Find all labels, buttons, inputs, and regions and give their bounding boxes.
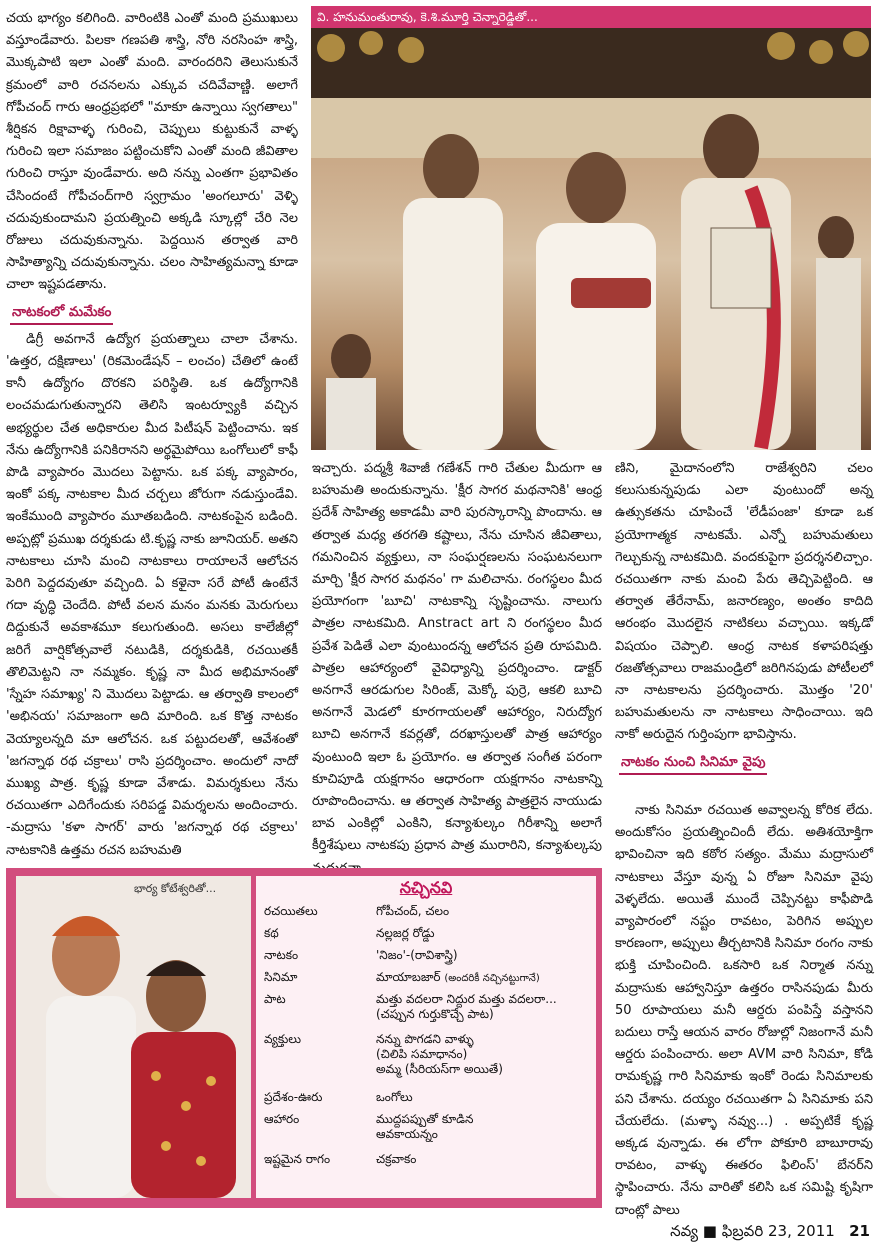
favourite-key: పాట <box>264 992 286 1006</box>
article-column-1 <box>6 8 298 862</box>
family-photo <box>16 876 251 1198</box>
photo-caption: వి. హనుమంతురావు, కె.శి.మూర్తి చెన్నారెడ్డితో... <box>311 6 871 28</box>
paragraph: నాకు సినిమా రచయిత అవ్వాలన్న కోరిక లేదు. అందుకోసం ప్రయత్నించిందీ లేదు. అతిశయోక్తిగా భావించినా ఇది కఠోర సత్యం. మేము మద్రాసులో నాటకాలు వేస్తూ వున్న ఏ రోజూ సినిమా వైపు వెళ్ళలేదు. అయితే ముందే చెప్పినట్టు కాఫీపొడి వ్యాపారంలో నష్టం రావటం, పెరిగిన అప్పుల కారణంగా, అప్పులు తీర్చటానికి సినిమా రంగం నాకు భుక్తి చూపించింది. ఒకసారి ఒక నిర్మాత నన్ను మద్రాసుకు ఆహ్వానిస్తూ ఉత్తరం రాసినపుడు మీరు 50 రూపాయలు మనీ ఆర్డరు పంపిస్తే వస్తానని బదులు రాస్తే ఆయన వారం రోజుల్లో నిజంగానే మనీ ఆర్డరు పంపించారు. అలా AVM వారి సినిమా, కోడి రామకృష్ణ గారి సినిమాకు ఇంకో రెండు సినిమాలకు పని చేశాను. దయ్యం రచయితగా ఏ సినిమాకు పని చేయలేదు. (మళ్ళా నవ్వు...) . అప్పటికే కృష్ణ అక్కడ వున్నాడు. ఈ లోగా పోకూరి బాబూరావు రావటం, వాళ్ళు ఈతరం ఫిలింస్' బేనర్‌ని స్థాపించారు. నేను వారితో కలిసి ఒక సమిష్టి కృషిగా దాంట్లో పాలు <box>615 803 873 1218</box>
favourite-value: ముద్దపప్పుతో కూడిన <box>376 1112 474 1126</box>
favourite-row <box>264 1152 590 1169</box>
favourite-value-wrap <box>376 1032 590 1077</box>
favourite-value: అమ్మ (సీరియస్‌గా అయితే) <box>376 1062 503 1076</box>
paragraph: డిగ్రీ అవగానే ఉద్యోగ ప్రయత్నాలు చాలా చేశాను. 'ఉత్తర, దక్షిణాలు' (రికమెండేషన్ – లంచం) చేతిలో ఉంటే కానీ ఉద్యోగం దొరకని పరిస్థితి. ఒక ఉద్యోగానికి లంచమడుగుతున్నారని తెలిసి ఇంటర్వ్యూకి వచ్చిన అభ్యర్థుల చేత అధికారుల మీద పిటీషన్ పెట్టించాను. ఇక నేను ఉద్యోగానికి పనికిరానని అర్థమైపోయి ఒంగోలులో కాఫీ పొడి వ్యాపారం మొదలు పెట్టాను. ఒక పక్క వ్యాపారం, ఇంకో పక్క నాటకాల మీద చర్చలు జోరుగా నడుస్తుండేవి. ఇంకేముంది వ్యాపారం మూతబడింది. నాటకంపైన బడింది. అప్పట్లో ప్రముఖ దర్శకుడు టి.కృష్ణ నాకు జూనియర్. అతని నాటకాలు చూసి మంచి నాటకాలు రాయాలనే ఆలోచన పెరిగి పెద్దదవుతూ వచ్చింది. ఏ కళైనా సరే పోటీ ఉంటేనే గదా వృద్ధి చెందేది. పోటీ వలన మనం మనకు మెరుగులు దిద్దుకునే అవకాశమూ కలుగుతుంది. అసలు కాలేజీల్లో జరిగే వార్షికోత్సవాలే నటుడికి, దర్శకుడికి, రచయితకీ తొలిమెట్టని నా నమ్మకం. కృష్ణ నా మీద అభిమానంతో 'స్నేహ సమాఖ్య' ని మొదలు పెట్టాడు. ఆ తర్వాతి కాలంలో 'అభినయ' సమాజంగా అది మారింది. ఒక కొత్త నాటకం వెయ్యాలన్నది మా ఆలోచన. ఒక పట్టుదలతో, ఆవేశంతో 'జగన్నాథ రథ చక్రాలు' రాసి ప్రదర్శించాం. అందులో నాదో ముఖ్య పాత్ర. కృష్ణ కూడా వేశాడు. విమర్శకులు నేను రచయితగా ఎదిగేందుకు సరిపడ్డ విమర్శలను అందించారు. -మద్రాసు 'కళా సాగర్' వారు 'జగన్నాథ రథ చక్రాలు' నాటకానికి ఉత్తమ రచన బహుమతి <box>6 331 298 858</box>
award-ceremony-photo <box>311 28 871 450</box>
favourite-row <box>264 970 590 987</box>
favourite-value: ఆవకాయన్నం <box>376 1127 438 1141</box>
magazine-name: నవ్య <box>670 1222 699 1240</box>
favourite-row <box>264 904 590 921</box>
separator-icon: ■ <box>702 1222 717 1240</box>
favourite-value: నన్ను పొగడని వాళ్ళు <box>376 1032 474 1046</box>
favourite-key: వ్యక్తులు <box>264 1032 301 1046</box>
favourite-value: ఒంగోలు <box>376 1090 413 1104</box>
page-number: 21 <box>849 1222 870 1240</box>
favourite-row <box>264 926 590 943</box>
favourite-row <box>264 1032 590 1083</box>
award-ceremony-illustration <box>311 28 871 450</box>
favourite-value-wrap <box>376 970 590 986</box>
favourite-value: మత్తు వదలరా నిద్దుర మత్తు వదలరా... <box>376 992 557 1006</box>
favourite-key: సినిమా <box>264 970 298 984</box>
favourites-title: నచ్చినవి <box>399 878 453 897</box>
paragraph: ఇచ్చారు. పద్మశ్రీ శివాజీ గణేశన్ గారి చేతుల మీదుగా ఆ బహుమతి అందుకున్నాను. 'క్షీర సాగర మథనానికి' ఆంధ్ర ప్రదేశ్ సాహిత్య అకాడమీ వారి పురస్కారాన్ని పొందాను. ఆ తర్వాత మధ్య తరగతి కష్టాలు, నేను చూసిన జీవితాలు, గమనించిన వ్యక్తులు, నా సంఘర్షణలను సంఘటనలుగా మార్చి 'క్షీర సాగర మథనం' గా మలిచాను. రంగస్థలం మీద ప్రయోగంగా 'బూచి' నాటకాన్ని సృష్టించాను. నాలుగు పాత్రల నాటకమిది. Anstract art ని రంగస్థలం మీద ప్రవేశ పెడితే ఎలా వుంటుందన్న ఆలోచన ప్రతి రూపమిది. పాత్రల ఆహార్యంలో వైవిధ్యాన్ని ప్రదర్శించాం. డాక్టర్ అనగానే ఆరడుగుల సిరింజ్, మెక్కో పుర్రె, ఆకలి బూచి అనగానే మెడలో కూరగాయలతో ఆహార్యం, నిరుద్యోగ బూచి అనగానే కవర్లతో, దరఖాస్తులతో పాత్ర ఆహార్యం వుంటుంది ఇలా ఓ ప్రయోగం. ఆ తర్వాత సంగీత పరంగా కూచిపూడి యక్షగానం ఆధారంగా యక్షగానం నాటకాన్ని రూపొందించాను. ఆ తర్వాత సాహిత్య పాత్రలైన నాయుడు బావ ఎంకిల్లో ఎంకిని, కన్యాశుల్కం గిరీశాన్ని అలాగే కీర్తిశేషులు నాటకపు ప్రధాన పాత్ర మురారిని, కన్యాశుల్కపు <box>312 461 602 854</box>
favourite-key: నాటకం <box>264 948 299 962</box>
article-column-3 <box>615 458 873 798</box>
favourite-value: (చిలిపి సమాధానం) <box>376 1047 468 1061</box>
favourite-row <box>264 1090 590 1107</box>
favourite-value: నల్లజర్ల రోడ్డు <box>376 926 435 940</box>
favourite-key: కథ <box>264 926 279 940</box>
favourite-note: (అందరికీ నచ్చినట్టుగానే) <box>444 973 540 984</box>
paragraph: ణిని, మైదానంలోని రాజేశ్వరిని చలం కలుసుకున్నపుడు ఎలా వుంటుందో అన్న ఉత్సుకతను చూపించే 'లేడీపంజా' కూడా ఒక ప్రయోగాత్మక నాటకమే. ఎన్నో బహుమతులు గెల్చుకున్న నాటకమిది. వందకుపైగా ప్రదర్శనలిచ్చాం. రచయితగా నాకు మంచి పేరు తెచ్చిపెట్టింది. ఆ తర్వాత తేరేనామ్, జనారణ్యం, అంతం కాదిది ఆరంభం మొదలైన నాటికలు వచ్చాయి. ఇక్కడో విషయం చెప్పాలి. ఆంధ్ర నాటక కళాపరిషత్తు రజతోత్సవాలు రాజమండ్రిలో జరిగినపుడు పోటీలలో నా నాటకాలను ప్రదర్శించారు. మొత్తం '20' బహుమతులను నా నాటకాలు సాధించాయి. ఇది నాకో అరుదైన గుర్తింపుగా భావిస్తాను. <box>615 461 873 743</box>
section-heading: నాటకం నుంచి సినిమా వైపు <box>619 751 767 775</box>
couple-illustration <box>16 876 251 1198</box>
bottom-panel <box>6 868 602 1208</box>
page-footer <box>670 1222 870 1244</box>
favourite-key: రచయితలు <box>264 904 318 918</box>
section-heading: నాటకంలో మమేకం <box>10 301 113 325</box>
favourite-value-wrap <box>376 992 590 1022</box>
favourites-box <box>256 876 596 1198</box>
favourite-key: ఆహారం <box>264 1112 300 1126</box>
favourite-value: 'నిజం'-(రావిశాస్త్రి) <box>376 948 458 962</box>
favourite-row <box>264 948 590 965</box>
favourite-value: చక్రవాకం <box>376 1152 417 1166</box>
favourite-row <box>264 1112 590 1146</box>
favourite-value: మాయాబజార్ <box>376 970 441 984</box>
favourite-row <box>264 992 590 1026</box>
favourite-value-wrap <box>376 1112 590 1142</box>
favourite-key: ప్రదేశం-ఊరు <box>264 1090 323 1104</box>
favourite-key: ఇష్టమైన రాగం <box>264 1152 331 1166</box>
favourite-value: (చప్పున గుర్తుకొచ్చే పాట) <box>376 1007 494 1021</box>
paragraph: చయ భాగ్యం కలిగింది. వారింటికి ఎంతో మంది ప్రముఖులు వస్తూండేవారు. పిలకా గణపతి శాస్త్రి, నోరి నరసింహ శాస్త్రి, మొక్కపాటి ఇలా ఎంతో మంది. వారందరిని తెలుసుకునే క్రమంలో వారి రచనలను ఎక్కువ చదివేవాణ్ణి. అలాగే గోపీచంద్ గారు ఆంధ్రప్రభలో "మాకూ ఉన్నాయి స్వగతాలు" శీర్షికన రిక్షావాళ్ళ గురించి, చెప్పులు కుట్టుకునే వాళ్ళ గురించి ఇలా సమాజం పట్టించుకోని ఎంతో మంది జీవితాల గురించి రాస్తూ వుండేవారు. అది నన్ను ఎంతగా ప్రభావితం చేసిందంటే గోపీచంద్‌గారి స్వగ్రామం 'అంగలూరు' వెళ్ళి చదువుకుందామని ప్రయత్నించి అక్కడి స్కూల్లో చేరి నెల రోజులు చదువుకున్నాను. పెద్దయిన తర్వాత వారి సాహిత్యాన్ని చదువుకున్నాను. చలం సాహిత్యమన్నా కూడా చాలా ఇష్టపడతాను. <box>6 11 298 293</box>
photo-caption: భార్య కోటేశ్వరితో... <box>134 882 217 895</box>
article-column-2 <box>312 458 602 860</box>
article-column-3-continued <box>615 800 873 1218</box>
favourite-value: గోపీచంద్, చలం <box>376 904 450 918</box>
issue-date: ఫిబ్రవరి 23, 2011 <box>721 1222 835 1240</box>
